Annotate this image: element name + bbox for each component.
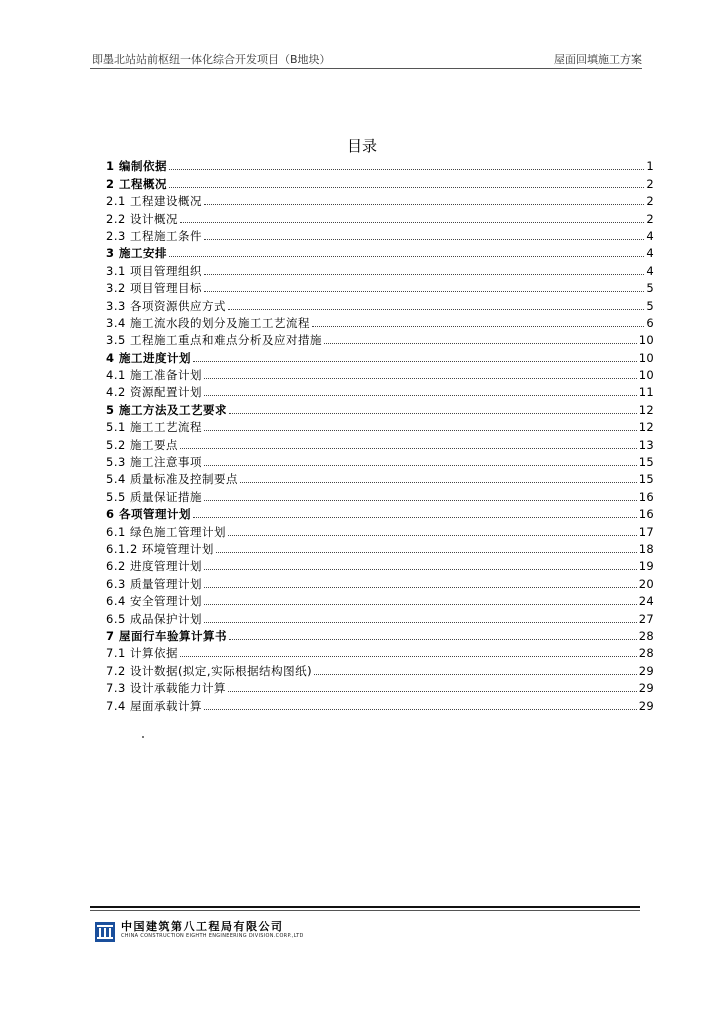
toc-leader-dots	[169, 186, 644, 188]
toc-leader-dots	[204, 238, 644, 240]
toc-title: 目录	[346, 137, 377, 155]
toc-entry[interactable]	[106, 330, 654, 347]
toc-entry-page: 6	[646, 315, 654, 330]
toc-entry-page: 2	[646, 194, 654, 209]
toc-leader-dots	[229, 412, 637, 414]
toc-entry-page: 5	[646, 281, 654, 296]
toc-entry-label: 2.3 工程施工条件	[106, 228, 202, 243]
toc-entry-page: 4	[646, 263, 654, 278]
toc-entry[interactable]	[106, 226, 654, 243]
toc-entry-page: 29	[638, 663, 654, 678]
toc-entry-label: 2.2 设计概况	[106, 211, 178, 226]
toc-entry[interactable]	[106, 295, 654, 312]
toc-leader-dots	[204, 273, 644, 275]
toc-entry[interactable]	[106, 399, 654, 416]
toc-entry-page: 12	[638, 402, 654, 417]
toc-entry[interactable]	[106, 365, 654, 382]
toc-leader-dots	[228, 308, 644, 310]
toc-entry-page: 13	[638, 437, 654, 452]
toc-entry-label: 6 各项管理计划	[106, 507, 192, 522]
toc-leader-dots	[228, 534, 637, 536]
toc-entry-page: 29	[638, 681, 654, 696]
toc-entry-label: 5.4 质量标准及控制要点	[106, 472, 238, 487]
toc-entry[interactable]	[106, 469, 654, 486]
toc-entry-page: 17	[638, 524, 654, 539]
toc-entry[interactable]	[106, 678, 654, 695]
toc-entry[interactable]	[106, 191, 654, 208]
toc-entry-page: 27	[638, 611, 654, 626]
toc-entry-label: 3 施工安排	[106, 246, 168, 261]
toc-leader-dots	[193, 516, 637, 518]
toc-entry-page: 28	[638, 628, 654, 643]
toc-entry[interactable]	[106, 417, 654, 434]
toc-leader-dots	[204, 621, 637, 623]
toc-entry-label: 6.1 绿色施工管理计划	[106, 524, 226, 539]
toc-leader-dots	[204, 290, 644, 292]
header-document-name: 屋面回填施工方案	[554, 53, 642, 66]
toc-entry-label: 5 施工方法及工艺要求	[106, 402, 228, 417]
toc-entry[interactable]	[106, 452, 654, 469]
toc-leader-dots	[204, 586, 637, 588]
toc-entry-page: 12	[638, 420, 654, 435]
toc-entry-label: 6.4 安全管理计划	[106, 594, 202, 609]
toc-leader-dots	[204, 377, 637, 379]
toc-entry-label: 3.2 项目管理目标	[106, 281, 202, 296]
toc-entry[interactable]	[106, 660, 654, 677]
toc-leader-dots	[204, 568, 637, 570]
toc-entry-label: 1 编制依据	[106, 159, 168, 174]
toc-leader-dots	[169, 168, 644, 170]
toc-entry-label: 2 工程概况	[106, 176, 168, 191]
toc-entry-label: 7 屋面行车验算计算书	[106, 628, 228, 643]
toc-entry-label: 5.3 施工注意事项	[106, 455, 202, 470]
header-project-name: 即墨北站站前枢纽一体化综合开发项目（B地块）	[92, 53, 331, 66]
toc-entry-label: 3.5 工程施工重点和难点分析及应对措施	[106, 333, 322, 348]
toc-entry-page: 4	[646, 246, 654, 261]
toc-entry[interactable]	[106, 643, 654, 660]
toc-entry[interactable]	[106, 173, 654, 190]
toc-entry-label: 6.5 成品保护计划	[106, 611, 202, 626]
toc-leader-dots	[204, 203, 644, 205]
toc-entry-label: 3.3 各项资源供应方式	[106, 298, 226, 313]
toc-leader-dots	[312, 325, 644, 327]
toc-leader-dots	[216, 551, 637, 553]
toc-entry[interactable]	[106, 434, 654, 451]
toc-entry-label: 7.1 计算依据	[106, 646, 178, 661]
toc-entry[interactable]	[106, 539, 654, 556]
toc-entry[interactable]	[106, 347, 654, 364]
toc-entry-label: 7.4 屋面承载计算	[106, 698, 202, 713]
toc-entry[interactable]	[106, 243, 654, 260]
toc-entry[interactable]	[106, 156, 654, 173]
toc-entry[interactable]	[106, 573, 654, 590]
toc-entry-page: 18	[638, 541, 654, 556]
toc-entry-page: 2	[646, 176, 654, 191]
toc-entry[interactable]	[106, 382, 654, 399]
toc-entry-label: 3.4 施工流水段的划分及施工工艺流程	[106, 315, 310, 330]
toc-entry-label: 7.3 设计承载能力计算	[106, 681, 226, 696]
toc-leader-dots	[204, 603, 637, 605]
toc-entry-page: 15	[638, 455, 654, 470]
toc-leader-dots	[180, 447, 637, 449]
toc-entry-label: 7.2 设计数据(拟定,实际根据结构图纸)	[106, 663, 313, 678]
toc-entry[interactable]	[106, 608, 654, 625]
footer-company	[121, 920, 304, 940]
toc-leader-dots	[228, 690, 637, 692]
toc-entry[interactable]	[106, 208, 654, 225]
toc-entry-page: 1	[646, 159, 654, 174]
toc-entry-page: 4	[646, 228, 654, 243]
stray-mark	[142, 736, 144, 738]
toc-leader-dots	[204, 429, 637, 431]
footer-rule-thin	[90, 910, 640, 911]
toc-leader-dots	[169, 255, 644, 257]
toc-leader-dots	[193, 360, 637, 362]
toc-entry-label: 4.1 施工准备计划	[106, 368, 202, 383]
company-name-en: CHINA CONSTRUCTION EIGHTH ENGINEERING DIVISION.CORP.,LTD	[121, 933, 304, 939]
toc-leader-dots	[204, 394, 637, 396]
toc-entry[interactable]	[106, 278, 654, 295]
toc-entry-page: 10	[638, 333, 654, 348]
toc-entry-page: 20	[638, 576, 654, 591]
toc-entry[interactable]	[106, 486, 654, 503]
toc-entry-label: 5.2 施工要点	[106, 437, 178, 452]
toc-entry-page: 10	[638, 350, 654, 365]
toc-entry[interactable]	[106, 695, 654, 712]
toc-entry[interactable]	[106, 521, 654, 538]
toc-entry-page: 29	[638, 698, 654, 713]
toc-entry-label: 6.3 质量管理计划	[106, 576, 202, 591]
toc-entry[interactable]	[106, 260, 654, 277]
toc-leader-dots	[204, 708, 637, 710]
toc-entry-page: 28	[638, 646, 654, 661]
toc-entry[interactable]	[106, 313, 654, 330]
toc-entry-label: 5.1 施工工艺流程	[106, 420, 202, 435]
toc-leader-dots	[229, 638, 637, 640]
toc-entry-label: 2.1 工程建设概况	[106, 194, 202, 209]
page-header	[90, 50, 642, 69]
toc-entry-page: 11	[638, 385, 654, 400]
toc-entry-label: 3.1 项目管理组织	[106, 263, 202, 278]
toc-entry-label: 6.1.2 环境管理计划	[106, 541, 214, 556]
toc-entry-page: 10	[638, 368, 654, 383]
toc-entry[interactable]	[106, 504, 654, 521]
toc-entry-page: 5	[646, 298, 654, 313]
toc-entry[interactable]	[106, 626, 654, 643]
toc-leader-dots	[180, 655, 637, 657]
toc-leader-dots	[240, 481, 637, 483]
cscec-logo-icon	[95, 922, 115, 942]
toc-entry-page: 2	[646, 211, 654, 226]
toc-entry-label: 5.5 质量保证措施	[106, 489, 202, 504]
toc-leader-dots	[204, 499, 637, 501]
toc-entry-page: 24	[638, 594, 654, 609]
toc-entry-label: 4 施工进度计划	[106, 350, 192, 365]
toc-entry[interactable]	[106, 591, 654, 608]
toc-leader-dots	[314, 673, 637, 675]
toc-entry[interactable]	[106, 556, 654, 573]
toc-entry-label: 6.2 进度管理计划	[106, 559, 202, 574]
toc-entry-page: 16	[638, 489, 654, 504]
toc-entry-page: 19	[638, 559, 654, 574]
toc-entry-page: 15	[638, 472, 654, 487]
table-of-contents	[106, 156, 654, 713]
footer-rule-thick	[90, 906, 640, 908]
toc-entry-page: 16	[638, 507, 654, 522]
toc-entry-label: 4.2 资源配置计划	[106, 385, 202, 400]
company-name-cn: 中国建筑第八工程局有限公司	[121, 920, 284, 933]
toc-leader-dots	[204, 464, 637, 466]
toc-leader-dots	[324, 342, 637, 344]
toc-leader-dots	[180, 221, 644, 223]
